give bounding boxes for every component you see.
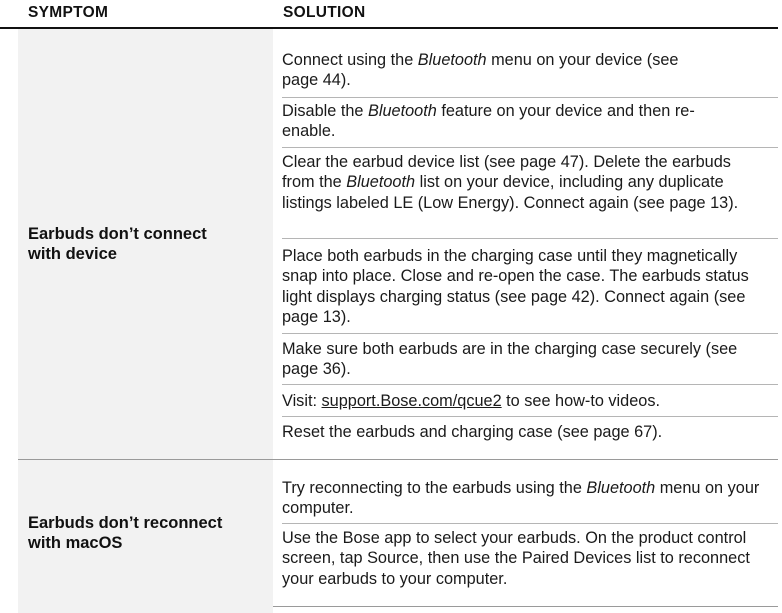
entry-separator (282, 333, 778, 334)
solution-entry (282, 101, 722, 142)
symptom-cell (18, 460, 273, 606)
product-term: Bluetooth (367, 102, 437, 120)
table-row (18, 29, 778, 459)
symptom-cell (18, 29, 273, 459)
solution-cell (282, 460, 778, 606)
solution-entry (282, 246, 752, 328)
next-symptom-cell (18, 606, 273, 613)
product-term: Bluetooth (586, 479, 656, 497)
solution-text: Clear the earbud device list (see page 47). Delete the earbuds from the (282, 153, 731, 192)
product-term: Bluetooth (346, 173, 416, 192)
symptom-text: Earbuds don’t connect with device (28, 225, 207, 263)
solution-entry (282, 422, 762, 442)
product-term: Bluetooth (417, 51, 487, 69)
solution-text: Reset the earbuds and charging case (see page 67). (282, 423, 663, 441)
solution-text: Visit: (282, 392, 322, 410)
solution-text: Disable the (282, 102, 368, 120)
entry-separator (282, 97, 778, 98)
solution-text: Try reconnecting to the earbuds using the (282, 479, 587, 497)
solution-text: menu on your device (see page 44). (282, 51, 679, 90)
entry-separator (282, 384, 778, 385)
solution-text: menu on your computer. (282, 479, 760, 518)
symptom-text: Earbuds don’t reconnect with macOS (28, 514, 223, 552)
solution-column-header: SOLUTION (283, 4, 366, 21)
table-header (0, 0, 782, 28)
symptom-column-header: SYMPTOM (28, 4, 109, 21)
table-row (18, 460, 778, 606)
entry-separator (282, 147, 778, 148)
solution-text: Make sure both earbuds are in the charging case securely (see page 36). (282, 340, 738, 379)
solution-entry (282, 528, 772, 589)
solution-entry (282, 391, 762, 411)
solution-cell (282, 29, 778, 459)
support-link[interactable]: support.Bose.com/qcue2 (321, 392, 502, 410)
solution-entry (282, 50, 702, 91)
solution-entry (282, 478, 772, 519)
solution-text: Connect using the (282, 51, 418, 69)
solution-text: Place both earbuds in the charging case until they magnetically snap into place. Close and re-open the case. The earbuds status light displays charging status (see page 42). Connect again (see page 13). (282, 247, 749, 327)
entry-separator (282, 523, 778, 524)
entry-separator (282, 238, 778, 239)
solution-text: list on your device, including any duplicate listings labeled LE (Low Energy). Connect again (see page 13). (282, 173, 739, 212)
solution-entry (282, 152, 767, 213)
solution-entry (282, 339, 747, 380)
entry-separator (282, 416, 778, 417)
solution-text: Use the Bose app to select your earbuds. On the product control screen, tap Source, then use the Paired Devices list to reconnect your earbuds to your computer. (282, 529, 750, 588)
solution-text: feature on your device and then re-enable. (282, 102, 695, 141)
solution-text: to see how-to videos. (501, 392, 661, 410)
